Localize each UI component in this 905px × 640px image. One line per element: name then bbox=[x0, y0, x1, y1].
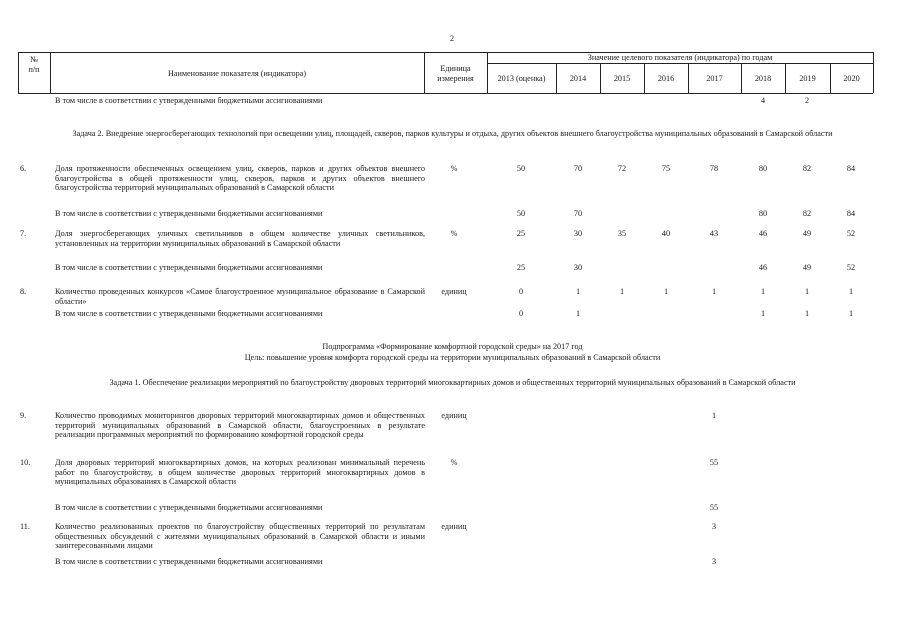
header-year-2015: 2015 bbox=[613, 74, 631, 83]
row-name: Количество реализованных проектов по благоустройству общественных территорий по результатам общественных обсуждений с жителями муниципальных образований в Самарской области и иными заинтересованными лицами bbox=[55, 522, 425, 551]
header-year-2018: 2018 bbox=[754, 74, 772, 83]
top-sub-2019: 2 bbox=[804, 96, 810, 105]
subprogram-task1: Задача 1. Обеспечение реализации мероприятий по благоустройству дворовых территорий многоквартирных домов и общественных территорий муниципальных образований в Самарской области bbox=[109, 378, 796, 387]
header-year-2020: 2020 bbox=[843, 74, 860, 83]
header-year-2014: 2014 bbox=[569, 74, 587, 83]
row-name: Количество проводимых мониторингов дворовых территорий многоквартирных домов и общественных территорий муниципальных образований в Самарской области, благоустроенных в результате реализации программных мероприятий по формированию комфортной городской среды bbox=[55, 411, 425, 440]
top-sub-2018: 4 bbox=[760, 96, 766, 105]
subprogram-goal: Цель: повышение уровня комфорта городской среды на территории муниципальных образований в Самарской области bbox=[244, 353, 661, 362]
row-name: Доля энергосберегающих уличных светильников в общем количестве уличных светильников, установленных на территории муниципальных образований в Самарской области bbox=[55, 229, 425, 248]
header-values-title: Значение целевого показателя (индикатора) по годам bbox=[587, 53, 773, 62]
header-year-2019: 2019 bbox=[799, 74, 816, 83]
header-name: Наименование показателя (индикатора) bbox=[167, 69, 307, 78]
top-sub-label: В том числе в соответствии с утвержденными бюджетными ассигнованиями bbox=[55, 96, 323, 105]
header-num: № п/п bbox=[28, 55, 40, 74]
task2-heading: Задача 2. Внедрение энергосберегающих технологий при освещении улиц, площадей, скверов, парков культуры и отдыха, других объектов внешнего благоустройства муниципальных образований в Самарской области bbox=[72, 129, 833, 138]
row-name: Количество проведенных конкурсов «Самое благоустроенное муниципальное образование в Самарской области» bbox=[55, 287, 425, 306]
row-name: Доля протяженности обеспеченных освещением улиц, скверов, парков и других объектов внешнего благоустройства в общей протяженности улиц, скверов, парков и других объектов внешнего благоустройства территорий муниципальных образований в Самарской области bbox=[55, 164, 425, 193]
header-year-2013: 2013 (оценка) bbox=[497, 74, 546, 83]
header-year-2016: 2016 bbox=[657, 74, 675, 83]
row-name: Доля дворовых территорий многоквартирных домов, на которых реализован минимальный перечень работ по благоустройству, в общем количестве дворовых территорий многоквартирных домов в муниципальных образованиях в Самарской области bbox=[55, 458, 425, 487]
page-number: 2 bbox=[449, 34, 455, 43]
header-unit: Единица измерения bbox=[437, 64, 474, 83]
header-year-2017: 2017 bbox=[706, 74, 723, 83]
subprogram-title: Подпрограмма «Формирование комфортной городской среды» на 2017 год bbox=[322, 342, 583, 351]
